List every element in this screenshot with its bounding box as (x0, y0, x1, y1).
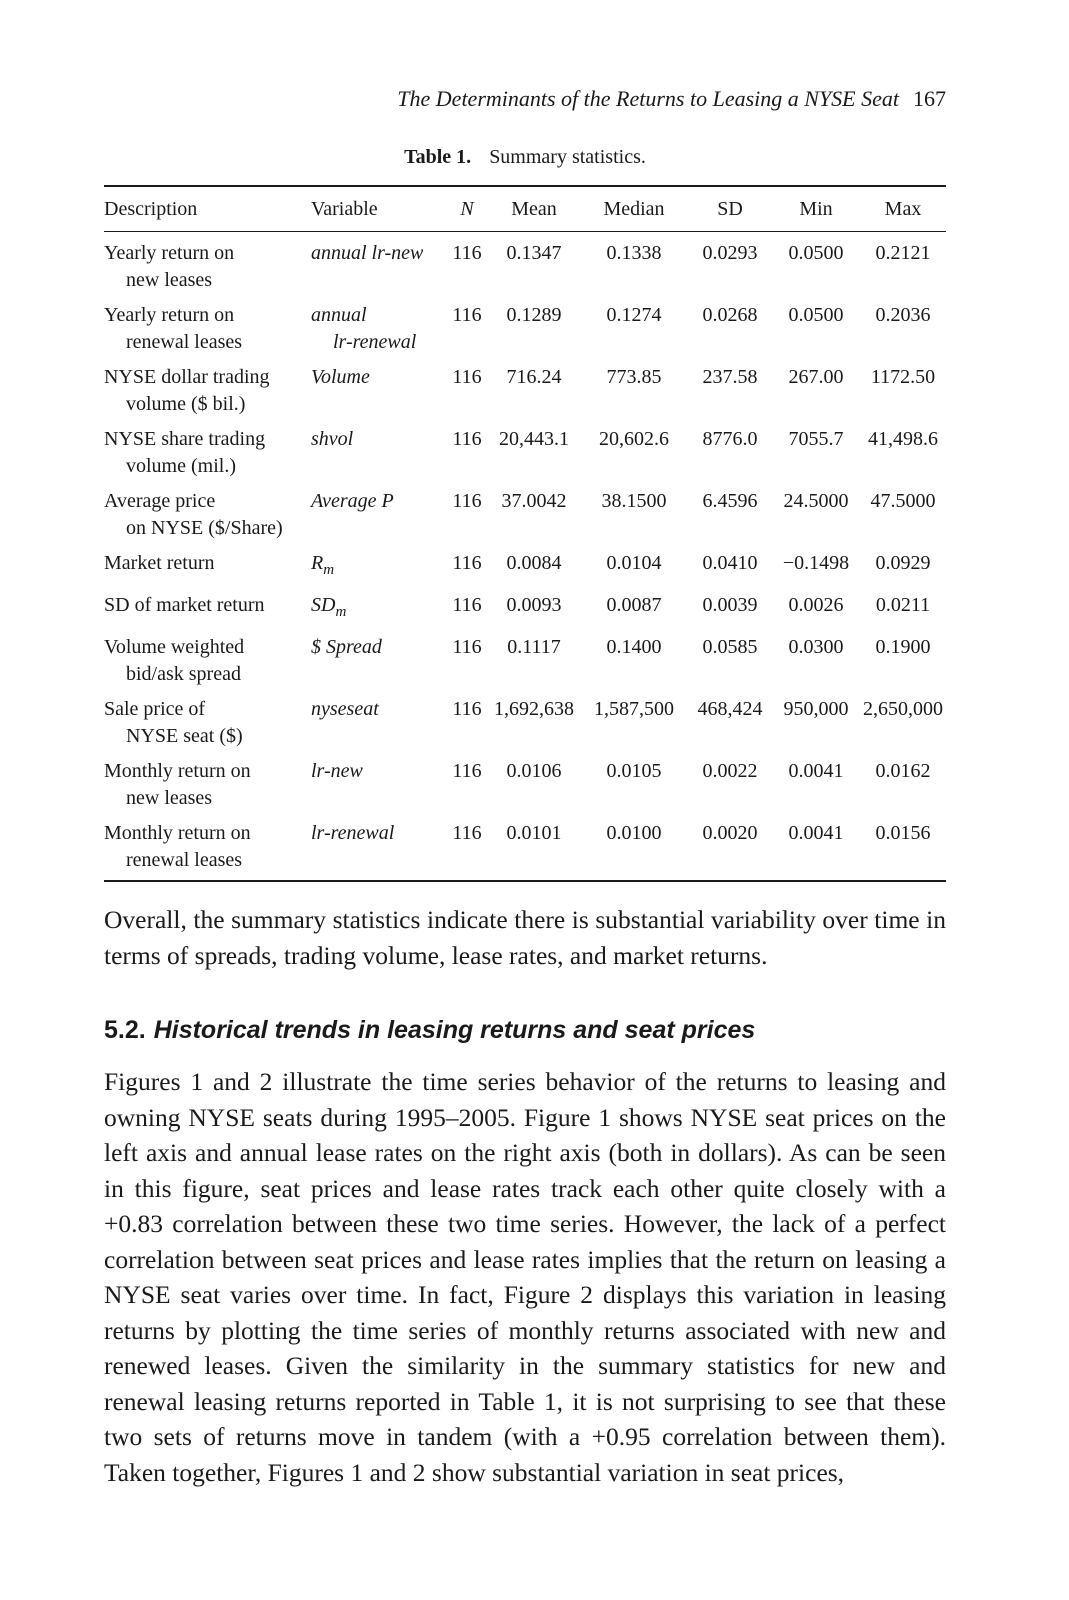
cell-max: 0.0929 (875, 552, 931, 574)
variable-line-1: annual lr-new (311, 242, 424, 264)
cell-sd: 0.0022 (702, 760, 758, 782)
header-n: N (446, 186, 488, 232)
table-row (104, 542, 946, 584)
cell-mean: 1,692,638 (494, 698, 574, 720)
table-row (104, 584, 946, 626)
cell-median: 1,587,500 (594, 698, 674, 720)
cell-n: 116 (452, 366, 482, 388)
description-line-2: new leases (126, 787, 213, 809)
cell-variable (311, 688, 446, 750)
cell-max: 41,498.6 (868, 428, 938, 450)
cell-sd: 6.4596 (702, 490, 758, 512)
cell-variable (311, 812, 446, 881)
cell-sd: 0.0020 (702, 822, 758, 844)
cell-mean: 0.0093 (506, 594, 562, 616)
description-line-1: Average price (104, 490, 216, 512)
cell-max: 0.2036 (875, 304, 931, 326)
paragraph-summary: Overall, the summary statistics indicate there is substantial variability over time in terms of spreads, trading volume, lease rates, and market returns. (104, 905, 946, 970)
cell-min: 0.0300 (788, 636, 844, 658)
header-min: Min (772, 186, 860, 232)
description-line-2: on NYSE ($/Share) (126, 517, 283, 539)
section-title: Historical trends in leasing returns and seat prices (153, 1016, 756, 1044)
cell-variable (311, 626, 446, 688)
cell-n: 116 (452, 552, 482, 574)
cell-median: 0.0087 (606, 594, 662, 616)
page-number: 167 (913, 86, 946, 111)
cell-n: 116 (452, 698, 482, 720)
description-line-1: SD of market return (104, 594, 265, 616)
cell-max: 0.0162 (875, 760, 931, 782)
cell-n: 116 (452, 594, 482, 616)
table-caption (104, 146, 946, 169)
cell-median: 0.0104 (606, 552, 662, 574)
cell-median: 0.1274 (606, 304, 662, 326)
cell-sd: 237.58 (702, 366, 758, 388)
cell-median: 0.1400 (606, 636, 662, 658)
header-median: Median (580, 186, 688, 232)
table-row (104, 418, 946, 480)
cell-median: 0.1338 (606, 242, 662, 264)
cell-description (104, 232, 311, 295)
cell-mean: 0.1117 (507, 636, 561, 658)
cell-max: 0.0211 (875, 594, 931, 616)
description-line-1: Monthly return on (104, 822, 251, 844)
table-row (104, 750, 946, 812)
cell-mean: 0.1289 (506, 304, 562, 326)
table-row (104, 480, 946, 542)
cell-mean: 37.0042 (501, 490, 567, 512)
cell-median: 773.85 (606, 366, 662, 388)
cell-sd: 0.0268 (702, 304, 758, 326)
cell-min: 0.0026 (788, 594, 844, 616)
cell-min: 267.00 (788, 366, 844, 388)
section-number: 5.2. (104, 1016, 146, 1044)
cell-description (104, 480, 311, 542)
variable-line-1: nyseseat (311, 698, 379, 720)
description-line-1: NYSE share trading (104, 428, 266, 450)
running-head-title: The Determinants of the Returns to Leasing a NYSE Seat (397, 86, 899, 111)
cell-variable (311, 294, 446, 356)
cell-min: 24.5000 (783, 490, 849, 512)
table-row (104, 356, 946, 418)
description-line-1: Volume weighted (104, 636, 245, 658)
cell-n: 116 (452, 242, 482, 264)
cell-mean: 20,443.1 (499, 428, 569, 450)
table-title: Summary statistics. (489, 146, 646, 168)
cell-max: 2,650,000 (863, 698, 943, 720)
variable-line-2: lr-renewal (333, 331, 417, 353)
cell-max: 47.5000 (870, 490, 936, 512)
header-sd: SD (688, 186, 772, 232)
running-head (397, 86, 946, 112)
description-line-2: NYSE seat ($) (126, 725, 243, 747)
description-line-2: new leases (126, 269, 213, 291)
cell-n: 116 (452, 822, 482, 844)
cell-sd: 0.0293 (702, 242, 758, 264)
section-heading (104, 1016, 755, 1045)
cell-min: 950,000 (783, 698, 849, 720)
cell-description (104, 626, 311, 688)
cell-sd: 0.0585 (702, 636, 758, 658)
table-row (104, 688, 946, 750)
cell-n: 116 (452, 490, 482, 512)
cell-mean: 0.1347 (506, 242, 562, 264)
cell-variable (311, 480, 446, 542)
variable-line-1: annual (311, 304, 367, 326)
variable-line-1: $ Spread (311, 636, 382, 658)
cell-description (104, 812, 311, 881)
cell-min: 0.0041 (788, 822, 844, 844)
variable-line-1: Average P (311, 490, 394, 512)
cell-description (104, 356, 311, 418)
cell-n: 116 (452, 428, 482, 450)
table-body (104, 232, 946, 882)
header-variable: Variable (311, 186, 446, 232)
cell-sd: 8776.0 (702, 428, 758, 450)
table-row (104, 294, 946, 356)
cell-median: 0.0105 (606, 760, 662, 782)
description-line-2: renewal leases (126, 849, 243, 871)
header-description: Description (104, 186, 311, 232)
cell-variable (311, 750, 446, 812)
header-mean: Mean (488, 186, 580, 232)
cell-n: 116 (452, 304, 482, 326)
description-line-1: Sale price of (104, 698, 206, 720)
variable-line-1: $SD_m$ (311, 594, 347, 620)
table-row (104, 232, 946, 295)
description-line-1: NYSE dollar trading (104, 366, 270, 388)
cell-sd: 0.0410 (702, 552, 758, 574)
variable-line-1: shvol (311, 428, 354, 450)
cell-description (104, 750, 311, 812)
cell-n: 116 (452, 636, 482, 658)
cell-description (104, 542, 311, 584)
cell-min: 7055.7 (788, 428, 844, 450)
cell-mean: 0.0101 (506, 822, 562, 844)
cell-min: 0.0500 (788, 242, 844, 264)
cell-variable (311, 356, 446, 418)
cell-description (104, 418, 311, 480)
summary-statistics-table (104, 185, 946, 882)
table-label: Table 1. (404, 146, 472, 168)
description-line-2: volume (mil.) (126, 455, 236, 477)
cell-description (104, 688, 311, 750)
table-row (104, 812, 946, 881)
cell-description (104, 584, 311, 626)
table-row (104, 626, 946, 688)
cell-variable (311, 232, 446, 295)
cell-mean: 0.0106 (506, 760, 562, 782)
cell-min: −0.1498 (782, 552, 850, 574)
cell-median: 20,602.6 (599, 428, 669, 450)
description-line-2: volume ($ bil.) (126, 393, 246, 415)
cell-median: 38.1500 (601, 490, 667, 512)
variable-line-1: Volume (311, 366, 370, 388)
cell-max: 0.2121 (875, 242, 931, 264)
cell-variable (311, 418, 446, 480)
cell-variable (311, 542, 446, 584)
cell-mean: 0.0084 (506, 552, 562, 574)
header-max: Max (860, 186, 946, 232)
description-line-1: Monthly return on (104, 760, 251, 782)
cell-mean: 716.24 (506, 366, 562, 388)
cell-max: 0.0156 (875, 822, 931, 844)
description-line-1: Yearly return on (104, 242, 235, 264)
description-line-2: renewal leases (126, 331, 243, 353)
cell-variable (311, 584, 446, 626)
description-line-2: bid/ask spread (126, 663, 241, 685)
variable-line-1: lr-renewal (311, 822, 395, 844)
paragraph-historical-trends: Figures 1 and 2 illustrate the time series behavior of the returns to leasing and owning NYSE seats during 1995–2005. Figure 1 shows NYSE seat prices on the left axis and annual lease rates on the right axis (both in dollars). As can be seen in this figure, seat prices and lease rates track each other quite closely with a +0.83 correlation between these two time series. However, the lack of a perfect correlation between seat prices and lease rates implies that the return on leasing a NYSE seat varies over time. In fact, Figure 2 displays this variation in leasing returns by plotting the time series of monthly returns associated with new and renewed leases. Given the similarity in the summary statistics for new and renewal leasing returns reported in Table 1, it is not surprising to see that these two sets of returns move in tandem (with a +0.95 correlation between them). Taken together, Figures 1 and 2 show substantial variation in seat prices, (104, 1067, 946, 1487)
cell-median: 0.0100 (606, 822, 662, 844)
cell-description (104, 294, 311, 356)
variable-line-1: lr-new (311, 760, 363, 782)
cell-max: 0.1900 (875, 636, 931, 658)
cell-min: 0.0041 (788, 760, 844, 782)
cell-min: 0.0500 (788, 304, 844, 326)
cell-sd: 0.0039 (702, 594, 758, 616)
variable-line-1: $R_m$ (311, 552, 335, 578)
table-header-row (104, 186, 946, 232)
description-line-1: Market return (104, 552, 215, 574)
cell-sd: 468,424 (697, 698, 763, 720)
cell-n: 116 (452, 760, 482, 782)
cell-max: 1172.50 (870, 366, 936, 388)
description-line-1: Yearly return on (104, 304, 235, 326)
